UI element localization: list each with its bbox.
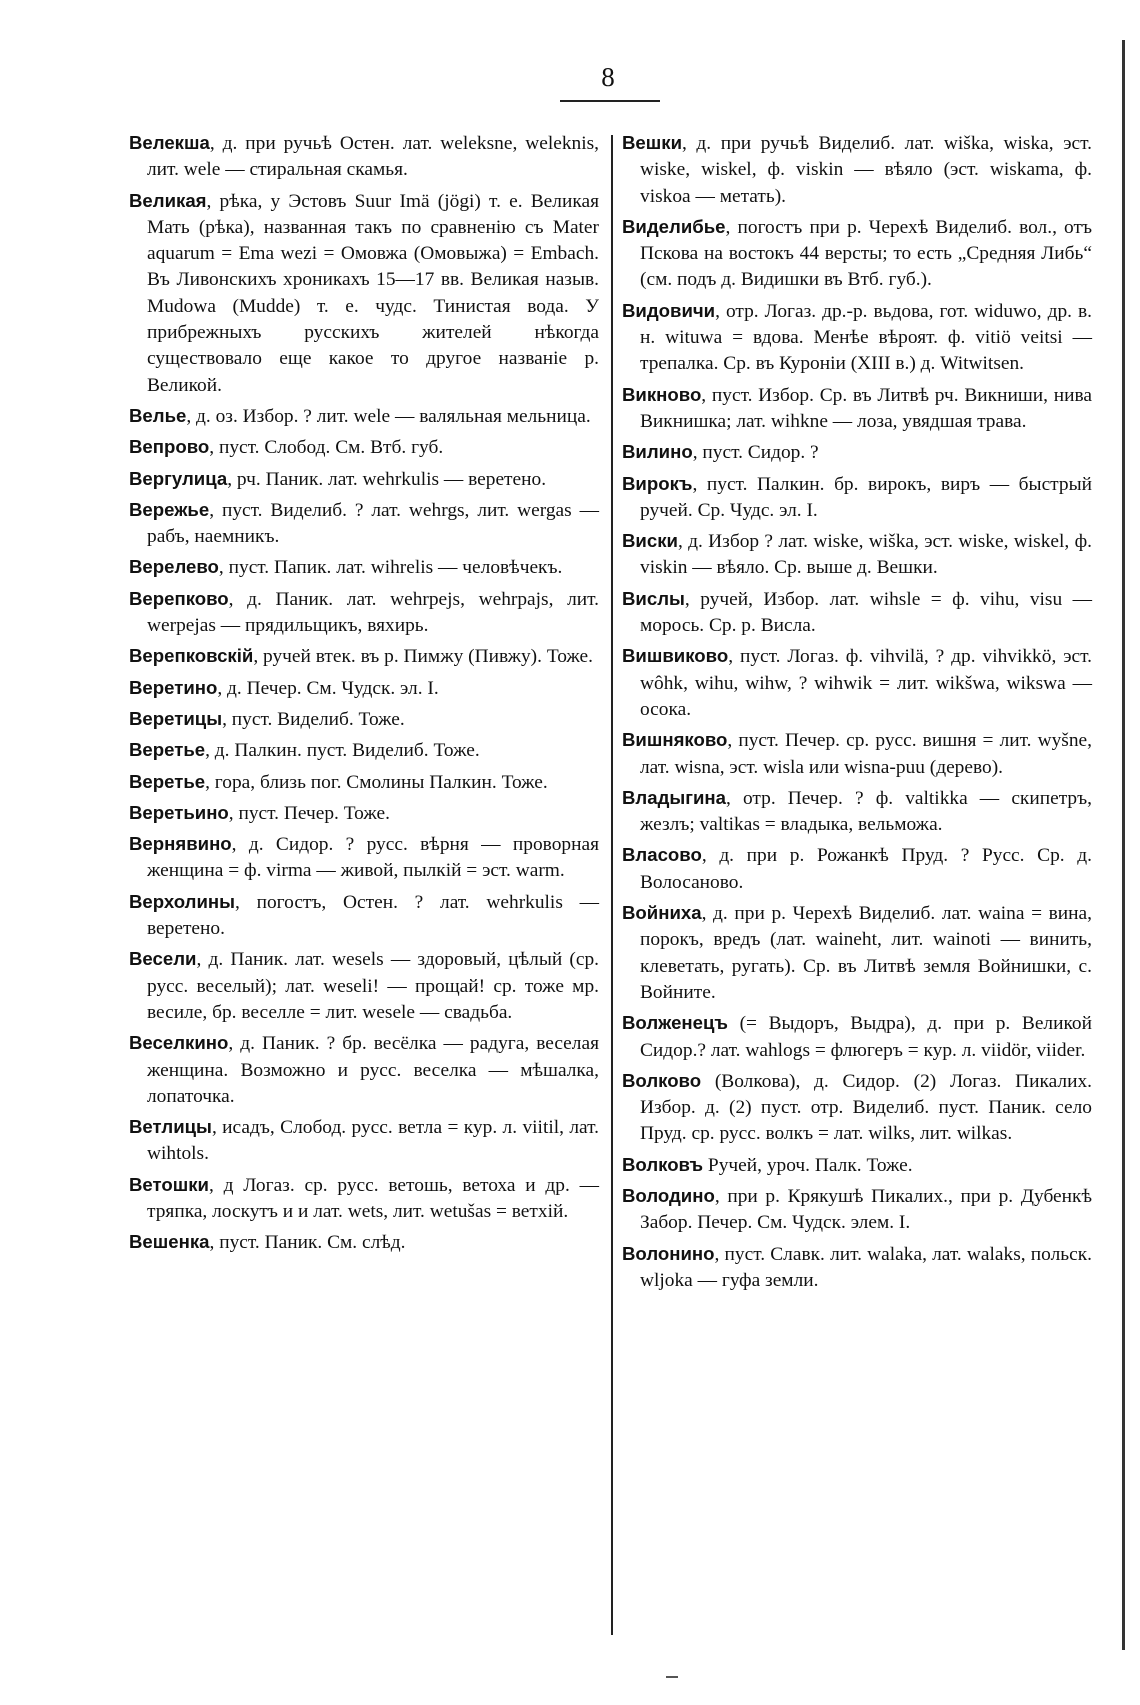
- entry-text: , ручей, Избор. лат. wihsle = ф. vihu, visu — морось. Ср. р. Висла.: [640, 588, 1092, 637]
- entry-text: (= Выдоръ, Выдра), д. при р. Великой Сидор.? лат. wahlogs = флюгеръ = кур. л. viidör, viider.: [640, 1013, 1092, 1061]
- entry-headword: Велье: [129, 404, 187, 426]
- entry-headword: Вережье: [129, 498, 210, 520]
- entry-headword: Волженецъ: [622, 1012, 728, 1034]
- entry-text: , отр. Логаз. др.-р. вьдова, гот. widuwo, др. в. н. wituwa = вдова. Менѣе вѣроят. ф. vitiö veitsi — трепалка. Ср. въ Куроніи (XIII в.) д. Witwitsen.: [640, 300, 1092, 375]
- entry-text: , пуст. Печер. ср. русс. вишня = лит. wyšne, лат. wisna, эст. wisla или wisna-puu (дерево).: [640, 730, 1092, 778]
- entry-headword: Веретье: [129, 770, 206, 792]
- dictionary-entry: [129, 188, 599, 399]
- dictionary-entry: [129, 946, 599, 1026]
- entry-headword: Вергулица: [129, 467, 228, 489]
- entry-text: , д. Сидор. ? русс. вѣрня — проворная женщина = ф. virma — живой, пылкій = эст. warm.: [147, 834, 599, 882]
- entry-headword: Ветошки: [129, 1173, 209, 1195]
- entry-text: , при р. Крякушѣ Пикалих., при р. Дубенкѣ Забор. Печер. См. Чудск. элем. I.: [640, 1185, 1092, 1234]
- entry-headword: Ветлицы: [129, 1116, 212, 1138]
- entry-headword: Веретье: [129, 739, 206, 761]
- entry-headword: Виски: [622, 530, 678, 552]
- entry-text: , пуст. Виделиб. ? лат. wehrgs, лит. wergas — рабъ, наемникъ.: [147, 499, 599, 548]
- dictionary-entry: [622, 1152, 1092, 1179]
- entry-text: , д. Паник. лат. wesels — здоровый, цѣлый (ср. русс. веселый); лат. weseli! — прощай! ср. тоже мр. весиле, бр. веселле = лит. wesele — свадьба.: [147, 949, 599, 1023]
- entry-headword: Войниха: [622, 902, 702, 924]
- left-column: [129, 130, 599, 1261]
- right-column: [622, 130, 1092, 1298]
- entry-headword: Верхолины: [129, 890, 236, 912]
- dictionary-entry: [129, 1229, 599, 1256]
- entry-text: , пуст. Избор. Ср. въ Литвѣ рч. Викниши, нива Викнишка; лат. wihkne — лоза, увядшая трава.: [640, 384, 1092, 432]
- entry-text: , гора, близь пог. Смолины Палкин. Тоже.: [205, 771, 548, 793]
- entry-headword: Вислы: [622, 587, 685, 609]
- entry-headword: Великая: [129, 189, 207, 211]
- dictionary-entry: [129, 554, 599, 581]
- entry-text: , рѣка, у Эстовъ Suur Imä (jögi) т. е. Великая Мать (рѣка), названная такъ по сравненію съ Mater aquarum = Ema wezi = Омовжа (Омовыжа) = Embach. Въ Ливонскихъ хроникахъ 15—17 вв. Великая назыв. Mudowa (Mudde) т. е. чудс. Тинистая вода. У прибрежныхъ русскихъ жителей нѣкогда существовало еще какое то другое названіе р. Великой.: [147, 190, 599, 396]
- entry-headword: Вешки: [622, 132, 683, 153]
- entry-text: , погостъ при р. Черехѣ Виделиб. вол., отъ Пскова на востокъ 44 версты; то есть „Средняя Либь“ (см. подъ д. Видишки въ Втб. губ.).: [640, 216, 1092, 291]
- entry-text: , пуст. Сидор. ?: [692, 442, 819, 464]
- dictionary-entry: [129, 706, 599, 733]
- dictionary-entry: [622, 130, 1092, 210]
- entry-text: , пуст. Виделиб. Тоже.: [222, 708, 405, 730]
- entry-text: , пуст. Логаз. ф. vihvilä, ? др. vihvikkö, эст. wôhk, wihu, wihw, ? wihwik = лит. wikšwa, wikswa — осока.: [640, 646, 1092, 720]
- dictionary-entry: [622, 471, 1092, 525]
- entry-headword: Верепково: [129, 587, 229, 609]
- dictionary-entry: [622, 643, 1092, 723]
- dictionary-entry: [129, 831, 599, 885]
- entry-text: , пуст. Печер. Тоже.: [228, 802, 390, 824]
- entry-text: , отр. Печер. ? ф. valtikka — скипетръ, жезлъ; valtikas = владыка, вельможа.: [640, 787, 1092, 836]
- entry-text: , д. Печер. См. Чудск. эл. I.: [217, 677, 439, 699]
- dictionary-entry: [129, 769, 599, 796]
- dictionary-entry: [129, 1114, 599, 1168]
- entry-text: , пуст. Папик. лат. wihrelis — человѣчекъ.: [218, 557, 563, 579]
- entry-text: , д. Палкин. пуст. Виделиб. Тоже.: [205, 740, 480, 762]
- entry-headword: Вирокъ: [622, 472, 693, 494]
- entry-headword: Виделибье: [622, 215, 726, 237]
- dictionary-entry: [129, 586, 599, 640]
- entry-text: , д. при р. Рожанкѣ Пруд. ? Русс. Ср. д. Волосаново.: [640, 845, 1092, 893]
- entry-text: , д. Избор ? лат. wiske, wiška, эст. wiske, wiskel, ф. viskin — вѣяло. Ср. выше д. Вешки.: [640, 531, 1092, 579]
- dictionary-entry: [129, 403, 599, 430]
- entry-text: Ручей, уроч. Палк. Тоже.: [703, 1154, 913, 1176]
- entry-headword: Волковъ: [622, 1153, 704, 1175]
- entry-headword: Вилино: [622, 441, 693, 463]
- entry-headword: Владыгина: [622, 786, 727, 808]
- entry-text: , пуст. Славк. лит. walaka, лат. walaks, польск. wljoka — гуфа земли.: [640, 1243, 1092, 1291]
- entry-text: (Волкова), д. Сидор. (2) Логаз. Пикалих. Избор. д. (2) пуст. отр. Виделиб. пуст. Паник. село Пруд. ср. русс. волкъ = лат. wilks, лит. wilkas.: [640, 1070, 1092, 1145]
- dictionary-entry: [129, 1172, 599, 1226]
- dictionary-entry: [129, 130, 599, 184]
- dictionary-entry: [129, 466, 599, 493]
- dictionary-entry: [622, 842, 1092, 896]
- dictionary-entry: [622, 439, 1092, 466]
- dictionary-entry: [622, 586, 1092, 640]
- entry-headword: Вешенка: [129, 1231, 210, 1253]
- dictionary-entry: [622, 1068, 1092, 1148]
- dictionary-entry: [622, 1241, 1092, 1295]
- dictionary-entry: [622, 298, 1092, 378]
- dictionary-entry: [622, 382, 1092, 436]
- dictionary-entry: [129, 889, 599, 943]
- header-rule: [560, 100, 660, 102]
- bottom-mark: [666, 1676, 678, 1678]
- entry-text: , пуст. Палкин. бр. вирокъ, виръ — быстрый ручей. Ср. Чудс. эл. I.: [640, 473, 1092, 521]
- entry-headword: Волково: [622, 1069, 702, 1091]
- page-number: 8: [601, 62, 615, 92]
- entry-text: , д. при р. Черехѣ Виделиб. лат. waina = вина, порокъ, вредъ (лат. waineht, лит. wainoti — винить, клеветать, ругать). Ср. въ Литвѣ земля Войнишки, с. Войните.: [640, 903, 1092, 1003]
- entry-headword: Верепковскій: [129, 645, 254, 667]
- dictionary-entry: [622, 900, 1092, 1006]
- page-edge-line: [1122, 40, 1125, 1650]
- dictionary-entry: [129, 497, 599, 551]
- entry-text: , пуст. Паник. См. слѣд.: [209, 1232, 406, 1254]
- dictionary-entry: [622, 1010, 1092, 1064]
- column-divider: [611, 135, 613, 1635]
- entry-text: , д. оз. Избор. ? лит. wele — валяльная мельница.: [186, 405, 591, 427]
- dictionary-entry: [129, 800, 599, 827]
- dictionary-entry: [622, 528, 1092, 582]
- entry-text: , ручей втек. въ р. Пимжу (Пивжу). Тоже.: [253, 646, 594, 668]
- entry-headword: Велекша: [129, 132, 210, 153]
- dictionary-entry: [129, 643, 599, 670]
- entry-text: , рч. Паник. лат. wehrkulis — веретено.: [227, 468, 547, 490]
- entry-text: , погостъ, Остен. ? лат. wehrkulis — веретено.: [147, 891, 599, 940]
- entry-headword: Видовичи: [622, 299, 716, 321]
- entry-headword: Власово: [622, 844, 702, 866]
- entry-headword: Вернявино: [129, 833, 232, 855]
- entry-text: , исадъ, Слобод. русс. ветла = кур. л. viitil, лат. wihtols.: [147, 1117, 599, 1165]
- dictionary-entry: [622, 1183, 1092, 1237]
- entry-headword: Вепрово: [129, 436, 210, 458]
- dictionary-entry: [129, 1030, 599, 1110]
- dictionary-entry: [622, 727, 1092, 781]
- entry-text: , д. Паник. лат. wehrpejs, wehrpajs, лит. werpejas — прядильщикъ, вяхирь.: [147, 588, 599, 637]
- entry-headword: Вишняково: [622, 729, 728, 751]
- entry-headword: Викново: [622, 383, 702, 405]
- entry-headword: Веретино: [129, 676, 218, 698]
- entry-text: , д. при ручьѣ Остен. лат. weleksne, weleknis, лит. wele — стиральная скамья.: [147, 133, 599, 181]
- entry-headword: Веселкино: [129, 1032, 229, 1054]
- entry-headword: Весели: [129, 948, 197, 970]
- dictionary-entry: [129, 675, 599, 702]
- entry-headword: Вишвиково: [622, 645, 729, 667]
- entry-headword: Веретьино: [129, 801, 229, 823]
- entry-text: , пуст. Слобод. См. Втб. губ.: [209, 437, 444, 459]
- dictionary-entry: [129, 737, 599, 764]
- dictionary-entry: [622, 214, 1092, 294]
- entry-text: , д. Паник. ? бр. весёлка — радуга, веселая женщина. Возможно и русс. веселка — мѣшалка, лопаточка.: [147, 1033, 599, 1107]
- entry-headword: Володино: [622, 1184, 715, 1206]
- entry-text: , д. при ручьѣ Виделиб. лат. wiška, wiska, эст. wiske, wiskel, ф. viskin — вѣяло (эст. wiskama, ф. viskoa — метать).: [640, 133, 1092, 207]
- dictionary-entry: [622, 785, 1092, 839]
- entry-headword: Веретицы: [129, 707, 223, 729]
- entry-headword: Волонино: [622, 1242, 715, 1264]
- dictionary-entry: [129, 434, 599, 461]
- entry-text: , д Логаз. ср. русс. ветошь, ветоха и др. — тряпка, лоскутъ и и лат. wets, лит. wetušas = ветхій.: [147, 1174, 599, 1222]
- entry-headword: Верелево: [129, 556, 219, 578]
